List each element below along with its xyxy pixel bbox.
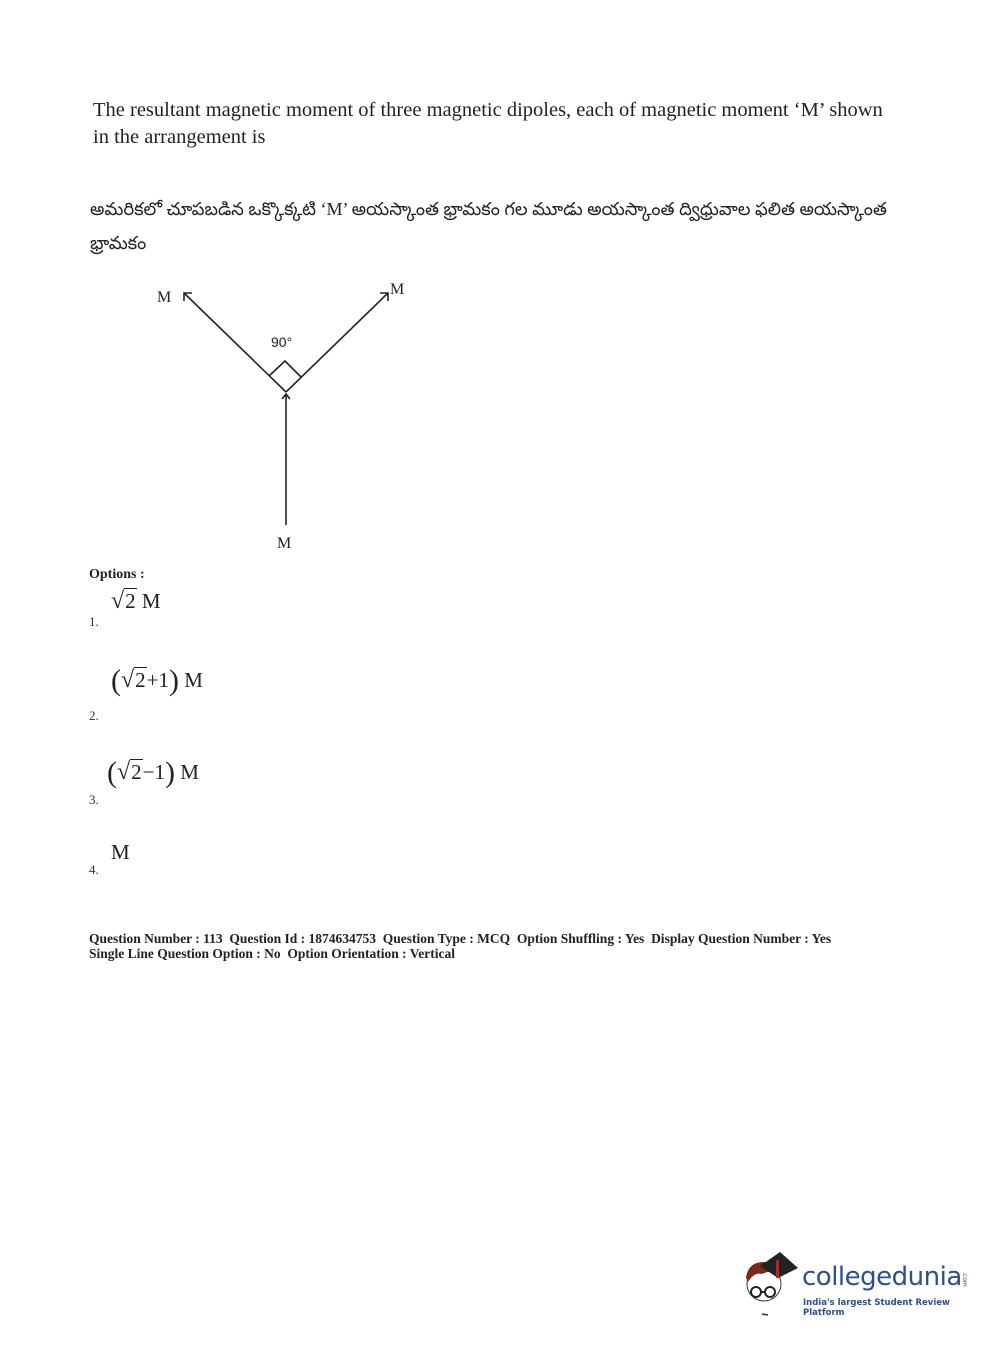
- logo-name: collegedunia: [802, 1262, 962, 1292]
- label-right-m: M: [390, 281, 405, 298]
- label-bottom-m: M: [277, 535, 292, 552]
- logo-com: .com: [961, 1272, 968, 1287]
- right-angle-marker: [269, 361, 301, 377]
- option-number: 2.: [89, 708, 99, 723]
- logo-tagline: India's largest Student Review Platform: [803, 1298, 950, 1318]
- option-value: (√2−1) M: [107, 756, 199, 789]
- metadata-line-1: Question Number : 113 Question Id : 1874634753 Question Type : MCQ Option Shuffling : Yes Display Question Number : Yes: [89, 931, 832, 946]
- collegedunia-logo: [740, 1248, 980, 1318]
- option-number: 3.: [89, 792, 99, 807]
- dipole-diagram: [0, 0, 1001, 600]
- option-number: 4.: [89, 862, 99, 877]
- dipole-right-line: [286, 293, 388, 392]
- option-value: √2 M: [111, 588, 161, 614]
- question-text-telugu: అమరికలో చూపబడిన ఒక్కొక్కటి ‘M’ అయస్కాంత భ్రామకం గల మూడు అయస్కాంత ద్విధ్రువాల ఫలిత అయస్కాంత భ్రామకం: [90, 199, 887, 253]
- label-left-m: M: [157, 289, 172, 306]
- question-metadata: [89, 931, 831, 961]
- option-value: (√2+1) M: [111, 664, 203, 697]
- option-value: M: [111, 840, 130, 864]
- question-text-english: The resultant magnetic moment of three magnetic dipoles, each of magnetic moment ‘M’ shown in the arrangement is: [93, 99, 883, 148]
- mascot-icon: [740, 1248, 802, 1318]
- angle-label: 90°: [271, 334, 293, 350]
- option-number: 1.: [89, 614, 99, 629]
- metadata-line-2: Single Line Question Option : No Option Orientation : Vertical: [89, 946, 456, 961]
- options-label: Options :: [89, 567, 145, 582]
